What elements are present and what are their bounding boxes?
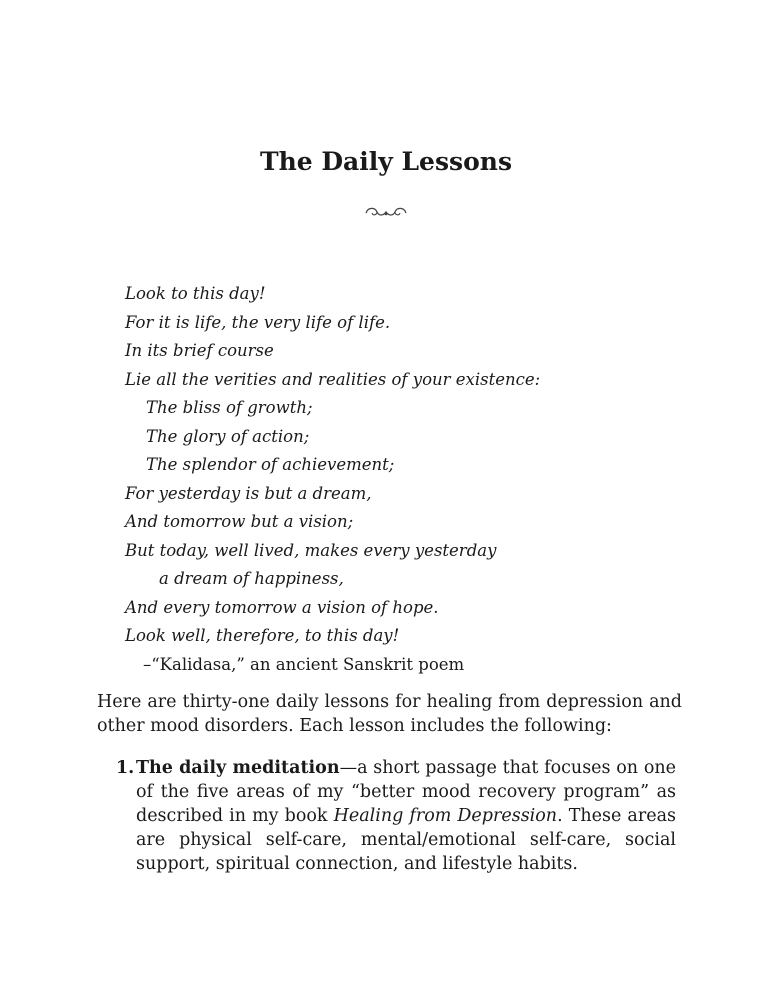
poem-line: Lie all the verities and realities of your existence: <box>125 369 541 389</box>
intro-paragraph: Here are thirty-one daily lessons for healing from depression and other mood disorders. Each lesson includes the following: <box>97 692 682 736</box>
poem-attribution: –“Kalidasa,” an ancient Sanskrit poem <box>143 654 465 674</box>
poem-line: But today, well lived, makes every yesterday <box>125 540 497 560</box>
poem-line: And every tomorrow a vision of hope. <box>125 597 439 617</box>
poem-line: Look to this day! <box>125 284 266 303</box>
poem-lines <box>125 280 685 651</box>
lesson-components-list <box>116 756 676 876</box>
poem-line: Look well, therefore, to this day! <box>125 626 400 645</box>
poem-line: The bliss of growth; <box>146 398 313 417</box>
poem-line: And tomorrow but a vision; <box>125 512 354 531</box>
list-item-text <box>136 756 676 876</box>
poem-line: For yesterday is but a dream, <box>125 483 372 503</box>
list-item-body-end: . These areas are physical self-care, mental/emotional self-care, social support, spiritual connection, and lifestyle habits. <box>136 806 676 874</box>
list-item-number: 1. <box>116 758 135 778</box>
poem-line: The splendor of achievement; <box>146 455 395 474</box>
poem-line: The glory of action; <box>146 426 310 446</box>
poem-line: In its brief course <box>125 341 274 360</box>
list-item-heading: The daily meditation <box>136 758 340 778</box>
list-item-body-start: —a short passage that focuses on one of the five areas of my “better mood recovery program” as described in my book <box>136 758 676 826</box>
epigraph-poem <box>125 280 685 679</box>
list-item <box>116 756 676 876</box>
page-title: The Daily Lessons <box>259 147 513 176</box>
poem-line: For it is life, the very life of life. <box>125 312 391 332</box>
ornament-flourish-icon <box>364 204 408 220</box>
poem-line: a dream of happiness, <box>159 569 344 588</box>
book-title: Healing from Depression <box>333 806 558 826</box>
